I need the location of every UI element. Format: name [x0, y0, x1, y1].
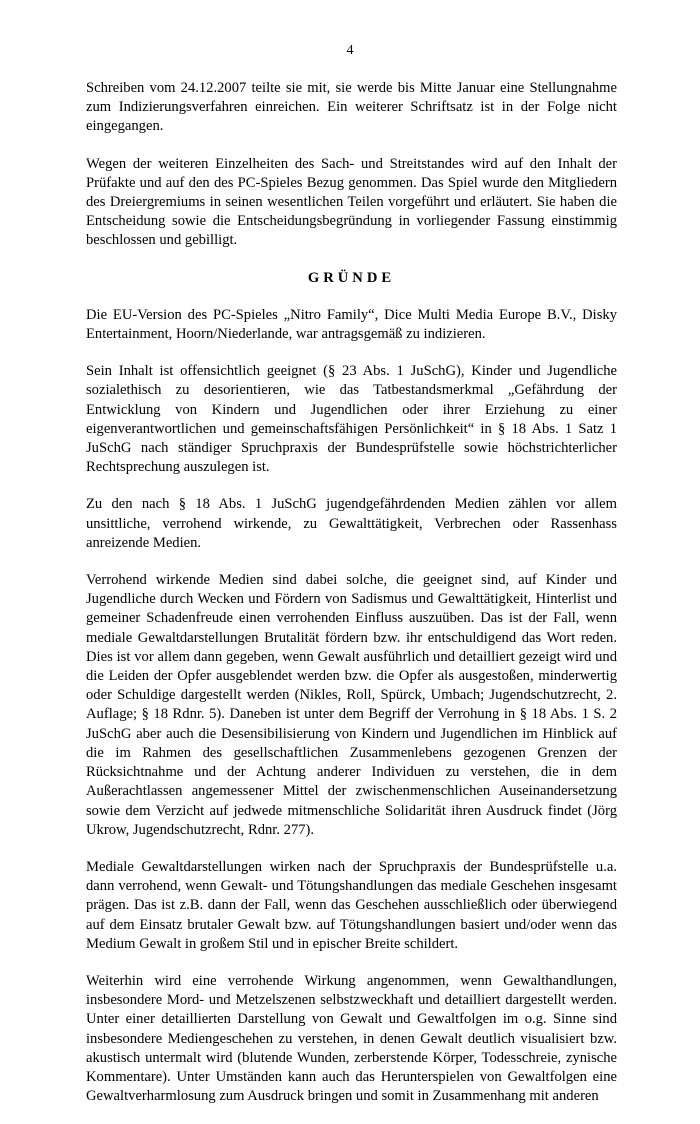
paragraph-violence-depictions: Mediale Gewaltdarstellungen wirken nach der Spruchpraxis der Bundesprüfstelle u.a. dann verrohend, wenn Gewalt- und Tötungshandlungen das mediale Geschehen insgesamt prägen. Das ist z.B. dann der Fall, wenn das Geschehen ausschließlich oder überwiegend auf dem Einsatz brutaler Gewalt bzw. auf Tötungshandlungen basiert und/oder wenn das Medium Gewalt in großem Stil und in epischer Breite schildert.	[86, 858, 617, 952]
page-number: 4	[346, 43, 354, 58]
paragraph-letter-reference: Schreiben vom 24.12.2007 teilte sie mit, sie werde bis Mitte Januar eine Stellungnahme zum Indizierungsverfahren einreichen. Ein weiterer Schriftsatz ist in der Folge nicht eingegangen.	[86, 80, 617, 135]
document-body	[86, 79, 617, 1124]
paragraph-harmful-media: Zu den nach § 18 Abs. 1 JuSchG jugendgefährdenden Medien zählen vor allem unsittliche, verrohend wirkende, zu Gewalttätigkeit, Verbrechen oder Rassenhass anreizende Medien.	[86, 496, 617, 551]
paragraph-detailed-violence: Weiterhin wird eine verrohende Wirkung angenommen, wenn Gewalthandlungen, insbesondere Mord- und Metzelszenen selbstzweckhaft und detailliert dargestellt werden. Unter einer detaillierten Darstellung von Gewalt und Gewaltfolgen im o.g. Sinne sind insbesondere Mediengeschehen zu verstehen, in denen Gewalt deutlich visualisiert bzw. akustisch untermalt wird (blutende Wunden, zerberstende Körper, Todesschreie, zynische Kommentare). Unter Umständen kann auch das Herunterspielen von Gewaltfolgen eine Gewaltverharmlosung zum Ausdruck bringen und somit in Zusammenhang mit anderen	[86, 972, 617, 1105]
paragraph-case-details: Wegen der weiteren Einzelheiten des Sach- und Streitstandes wird auf den Inhalt der Prüfakte und auf den des PC-Spieles Bezug genommen. Das Spiel wurde den Mitgliedern des Dreiergremiums in seinen wesentlichen Teilen vorgeführt und erläutert. Sie haben die Entscheidung sowie die Entscheidungsbegründung in vorliegender Fassung einstimmig beschlossen und gebilligt.	[86, 155, 617, 249]
paragraph-content-assessment: Sein Inhalt ist offensichtlich geeignet (§ 23 Abs. 1 JuSchG), Kinder und Jugendliche sozialethisch zu desorientieren, wie das Tatbestandsmerkmal „Gefährdung der Entwicklung von Kindern und Jugendlichen oder ihrer Erziehung zu einer eigenverantwortlichen und gemeinschaftsfähigen Persönlichkeit“ in § 18 Abs. 1 Satz 1 JuSchG nach ständiger Spruchpraxis der Bundesprüfstelle sowie höchstrichterlicher Rechtsprechung auszulegen ist.	[86, 363, 617, 476]
section-heading-gruende: GRÜNDE	[307, 269, 396, 286]
paragraph-brutalizing-media: Verrohend wirkende Medien sind dabei solche, die geeignet sind, auf Kinder und Jugendliche durch Wecken und Fördern von Sadismus und Gewalttätigkeit, Hinterlist und gemeiner Schadenfreude einen verrohenden Einfluss auszuüben. Das ist der Fall, wenn mediale Gewaltdarstellungen Brutalität fördern bzw. ihr entschuldigend das Wort reden. Dies ist vor allem dann gegeben, wenn Gewalt ausführlich und detailliert gezeigt wird und die Leiden der Opfer ausgeblendet werden bzw. die Opfer als ausgestoßen, minderwertig oder Schuldige dargestellt werden (Nikles, Roll, Spürck, Umbach; Jugendschutzrecht, 2. Auflage; § 18 Rdnr. 5). Daneben ist unter dem Begriff der Verrohung in § 18 Abs. 1 S. 2 JuSchG aber auch die Desensibilisierung von Kindern und Jugendlichen im Hinblick auf die im Rahmen des gesellschaftlichen Zusammenlebens gezogenen Grenzen der Rücksichtnahme und der Achtung anderer Individuen zu verstehen, die in dem Außerachtlassen angemessener Mittel der zwischenmenschlichen Auseinandersetzung sowie dem Verzicht auf jedwede mitmenschliche Solidarität ihren Ausdruck findet (Jörg Ukrow, Jugendschutzrecht, Rdnr. 277).	[86, 572, 617, 838]
paragraph-decision: Die EU-Version des PC-Spieles „Nitro Family“, Dice Multi Media Europe B.V., Disky Entertainment, Hoorn/Niederlande, war antragsgemäß zu indizieren.	[86, 306, 617, 343]
